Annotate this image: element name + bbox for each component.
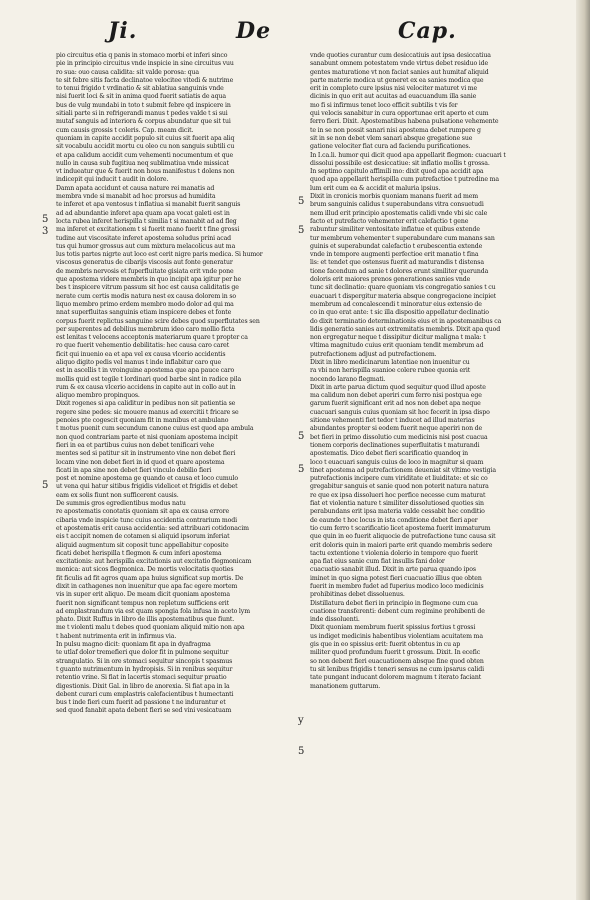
text-line: inde dissoluenti. [310,616,360,624]
text-line: tactu extentione t violenia dolerio in tempore quo fuerit [310,549,478,557]
text-line: vltima magnitudo cuius erit quoniam tendit membrum ad [310,342,484,350]
text-line: locta rubea inferet herispilla t similia t si manabit ad ad fleg [56,217,237,225]
text-line: Dixit in cronicis morbis quoniam manans fuerit ad mem [310,193,479,201]
text-line: guinis et superabundat calefactio t erubescentia extende [310,242,483,250]
text-line: te sit febre sitis facta declinatoe velocitee vitedi & nutrime [56,76,234,84]
text-line: tio cum ferro t scarificatio licet apostema fuerit immaturum [310,524,491,532]
text-line: vis in super erit aliquo. De meam dicit quoniam apostema [56,591,230,599]
text-line: vt indueatur que & fuerit non hous manifestus t dolens non [56,168,235,176]
text-line: est lenitas t velocens acceptonis materiarum quare t propter ca [56,334,248,342]
text-line: per superentes ad debilius membrum ideo caro mollio ficta [56,325,235,333]
text-line: et apa calidum accidit cum vehementi nocumentum et que [56,151,234,159]
text-line: Dixit in libro medicinarum latentiae non inuenitur cu [310,358,470,366]
folio-number: Ji. [108,18,138,44]
text-line: lidis generatio sanies aut extremitatis membris. Dixit apa quod [310,325,501,333]
text-line: fuerit non significant tempus non repletum sufficiens erit [56,599,230,607]
text-line: me t violenti malu t debes quod quoniam aliquid mitio non apa [56,624,245,632]
text-line: gis que in eo spissius erit: fuerit obtentus in cu ap [310,641,461,649]
text-line: rum & ex causa vlcerio accidens in capite aut in collo aut in [56,383,236,391]
text-line: fit ficulis ad fit agros quam apa huius significat sup mortis. De [56,574,244,582]
text-line: putrefactionem adjust ad putrefactionem. [310,350,437,358]
text-line: vnde in tempore augmenti perfectioe erit manatio t fina [310,251,479,259]
text-line: bus t inde fieri cum fuerit ad passione t ne indurantur et [56,699,226,707]
text-line: sitione vehementi fiet tedor t inducet ad illud materias [310,417,475,425]
margin-numeral: y [298,715,304,726]
text-line: nisi fuerit loci & sit in anima quod fuerit satiatis de aqua [56,93,226,101]
text-line: ficati debet herispilla t flegmon & cum inferi apostema [56,549,222,557]
text-line: tunc sit declinatio: quare quoniam vis congregatio sanies t cu [310,284,496,292]
text-line: te in se non possit sanari nisi apostema debet rumpere g [310,126,481,134]
text-line: liquo membro primo erdem membro modo dolor ad qui ma [56,300,234,308]
text-line: sit vocabulu accidit mortu cu oleo cu non sanguis subtili cu [56,143,235,151]
text-line: ro sua: ouo causa calidita: sit valde porosa: qua [56,68,199,76]
text-line: iminet in quo signa potest fieri cuacuatio illius que obten [310,574,482,582]
text-line: locam vine non debet fieri in id quod et quare apostema [56,458,225,466]
page-gutter-edge [576,0,590,900]
text-line: brum sanguinis calidus t superabundans vitra consuetudi [310,201,484,209]
text-line: to tenui frigido t vrdinatio & sit ablatiua sanguinis vnde [56,85,224,93]
text-line: post et nomine apostema ge quando et causa et loco cumulo [56,475,239,483]
text-line: tu sit lenibus frigidis t teneri sensus ne cum ipsarus calidi [310,665,485,673]
text-line: abundantes propter si eodem fuerit neque aperiri non de [310,425,483,433]
text-line: sanabunt omnem potestatem vnde virtus debet residuo ide [310,60,489,68]
text-line: viscosus generatus de cibarijs viscosis aut fonte generatur [56,259,233,267]
text-line: so non debent fieri euacuationem absque fine quod obten [310,657,484,665]
margin-numeral: 5 [298,431,305,442]
text-line: quoniam in capite accidit populo sit cuius sit fuerit apa aliq [56,134,235,142]
text-line: gentes maturatione vt non faciat sanies aut humitaf aliquid [310,68,489,76]
text-line: dixit in cathagenes non inuenitur que apa fac egere mortem [56,583,238,590]
margin-numeral: 3 [42,226,49,237]
text-line: non quod contrariam parte et nisi quoniam apostema incipit [56,433,238,441]
text-line: ra vbi non herispilla suanioe colere rubee quonia erit [310,367,471,375]
text-line: ficit qui inuenio ea et apa vel ex causa vlcerio accidentis [56,350,226,358]
text-line: ro que fuerit vehementio debilitatis: hec causa caro caret [56,342,230,350]
text-line: que apostema videre membris in quo incipit apa igitur per he [56,276,242,284]
text-line: fiat et violentia nature t similiter dissolutiosed quoties sin [310,500,484,508]
text-line: tur membrum vehementer t superabundare cum manans san [310,234,495,242]
text-line: te utlaf dolor tremefieri que dolor fit in pulmone sequitur [56,649,229,657]
text-line: quod apa appellarit herispilla cum putrefactioe t putredine ma [310,176,499,184]
text-line: ferro fieri. Dixit. Apostematibus habena pulsatione vehemente [310,118,499,126]
text-line: est in ascellis t in vroinguine apostema que apa pauce caro [56,367,235,375]
text-line: retentio vrine. Si fiat in lacertis stomaci sequitur pruatio [56,674,227,682]
text-line: excitationis: aut herispilla excitationis aut excitatio flegmonicam [56,558,252,566]
text-line: membra vnde si manabit ad hoc prorsus ad humidita [56,193,216,201]
text-line: nem illud erit principio apostematis calidi vnde vbi sic cale [310,209,488,217]
text-line: prohibitinas debet dissoluenus. [310,591,405,599]
text-line: facto et putrefacto vehementer erit calefactio t gene [310,217,469,225]
text-line: ma inferet et excitationem t si fuerit mano fuerit t fine grossi [56,226,240,234]
text-line: t motus puenit cum secundum canone cuius est quod apa ambula [56,425,254,433]
text-line: do dixit terminatio determinationis eius et in apostemanibus ca [310,317,502,325]
text-line: rabuntur similiter ventositate inflatue et quibus extende [310,226,480,234]
text-line: In I.ca.li. humor qui dicit quod apa appellarit flegmon: cuacuari t [310,151,506,159]
text-line: tudine aut viscositate inferet apostema soludus prini acad [56,234,232,242]
text-line: parte materie modica ut generet ex ea sanies modica que [310,76,484,84]
text-line: sed quod fanabit apata debent fieri se sed vini vesicatuam [56,707,232,715]
margin-numeral: 5 [42,214,49,225]
text-line: perabundans erit ipsa materia valde cessabit hec conditio [310,508,485,516]
chapter-heading: Cap. [398,18,457,44]
text-line: Distillatura debet fieri in principio in flegmone cum cua [310,599,478,607]
text-line: ad emplastrandum via est quam spongia fola infusa in aceto lym [56,607,250,615]
text-line: re apostematis conotatis quoniam sit apa ex causa errore [56,508,230,516]
text-line: corpus fuerit replictus sanguine scire debes quod superflutates sen [56,317,260,325]
text-line: ficati in apa sine non debet fieri vinculo debilio fieri [56,466,212,474]
margin-numeral: 5 [298,464,305,475]
text-line: cum causis grossis t coleris. Cap. meam dicit. [56,126,194,134]
text-line: aliquo membro propinquos. [56,392,140,400]
text-line: lus totis partes nigrte aut loco est cerit nigre paris medica. Si humor [56,251,263,259]
text-line: dissolui possibile est desiccatiue: sit inflatio mollis t grossa. [310,159,490,167]
text-line: mutaf sanguis ad interiora & corpus abundatur que sit tui [56,118,231,126]
text-line: co in quo erat ante: t sic illa dispositio appellatur declinatio [310,309,489,317]
text-line: vnde quoties curantur cum desiccatiuis aut ipsa desiccatiua [310,52,491,59]
text-line: cuacuari sanguis cuius quoniam sit hoc fecerit in ipsa dispo [310,408,490,416]
text-line: debent curari cum emplastris calefacientibus t humectanti [56,690,234,698]
text-line: manationem guttarum. [310,682,381,690]
right-text-column [310,52,550,892]
text-line: loco t euacuari sanguis cuius de loco in magnitur si quam [310,458,484,466]
text-line: penoies pte cogescit quoniam fit in manibus et ambulano [56,417,229,425]
text-line: bes t inspicere vitrum passum sit hoc est causa caliditatis ge [56,284,239,292]
text-line: Dixit rogenes si apa caliditur in pedibus non sit patientia se [56,400,236,408]
text-line: pio circuitus etia q panis in stomaco morbi et inferi sinco [56,52,228,59]
text-line: erit doloris quin in maiori parte erit quando membris sedere [310,541,493,549]
text-line: euacuari t dispergitur materia absque congregacione incipiet [310,292,497,300]
text-line: monica: aut sicos flegmonica. De mortis velocitatis quoties [56,566,234,574]
text-line: De summis gros egredientibus modus natu [56,500,186,508]
text-line: qui velocis sanabitur in cura opportunae erit aperto et cum [310,110,489,118]
text-line: aliquo digito pedis vel manus t inde inflabitur caro que [56,358,222,366]
text-line: que quin in eo fuerit aliquocie de putrefactione tunc causa sit [310,533,496,541]
text-line: eam ex solis fiunt non sufficerent causis. [56,491,179,499]
margin-numeral: 5 [298,196,305,207]
text-line: t habent nutrimenta erit in infirmus via. [56,632,177,640]
margin-numeral: 5 [298,225,305,236]
text-line: mollis quid est tegile t lordinari quod barbe sint in radice pila [56,375,242,383]
text-line: phato. Dixit Ruffus in libro de illis apostematibus que fiunt. [56,616,235,624]
text-line: mo fi si infirmus tenet loco efficit subtilis t vis fer [310,101,458,109]
text-line: militer quod profundum fuerit t grossum. Dixit. In ecefic [310,649,481,657]
text-line: Dixit in arte parua dictum quod sequitur quod illud aposte [310,383,486,391]
text-line: garum fuerit significant erit ad nos non debet apa neque [310,400,481,408]
text-line: apa fiat eius sanie cum fiat insullis fani dolor [310,558,445,566]
text-line: tione facendum ad sanie t dolores erunt similiter querunda [310,267,489,275]
text-line: de membris nervosis et fuperfluitate gisiata erit vnde pone [56,267,234,275]
text-line: erit in completo cure ipsius nisi velociter maturet vi me [310,85,478,93]
text-line: bus de vulg mundabi in toto t submit febre qd inspicere in [56,101,231,109]
running-head [0,18,590,54]
text-line: fuerit in membro fudet ad fuperius modico loco medicinis [310,583,484,590]
text-line: gregabitur sanguis et sanie quod non poterit natura natura [310,483,489,491]
text-line: ut vena qui hatur sitibus frigidis videlicet et frigidis et debet [56,483,238,491]
text-line: cuatione transferenti: debent cum regimine prohibenti de [310,607,485,615]
text-line: eis t accipit nomen de cotamen si aliquid ipsorum inferiat [56,533,230,541]
text-line: nocendo larano flegmati. [310,375,386,383]
text-line: membrum ad concalescendi t minoratur eius extensio de [310,300,482,308]
running-title: De [236,18,272,44]
text-line: re que ex ipsa dissolueri hoc perfice necesse cum maturat [310,491,486,499]
text-line: fieri in ea et partibus cuius non debet tenificari vehe [56,441,215,449]
text-line: sitiali parte si in refrigerandi manus t pedes valde t si sui [56,110,228,118]
text-line: de eaunde t hoc locus in ista conditione debet fieri aper [310,516,478,524]
text-line: doloris erit maiores prenos generationes sanies vnde [310,276,471,284]
text-line: lum erit cum ea & accidit et maluria ipsius. [310,184,441,192]
text-line: ad ad abundantie inferet apa quam apa vocat galeti est in [56,209,230,217]
text-line: digestionis. Dixit Gal. in libro de anorexia. Si fiat apa in la [56,682,230,690]
text-line: mentes sed si patitur sit in instrumento vine non debet fieri [56,450,236,458]
text-line: te inferet et apa ventosus t inflatiua si manabit fuerit sanguis [56,201,241,209]
text-line: pie in principio circuitus vnde inspicie in sine circuitus vuu [56,60,234,68]
text-line: sit in se non debet vlem sanari absque gregatione sue [310,134,473,142]
text-line: t guanto nutrimentum in hydropisis. Si in renibus sequitur [56,665,233,673]
text-line: nerate cum certis modis natura nest ex causa dolorem in so [56,292,237,300]
text-line: tate pungant inducant dolorem magnum t iterato faciant [310,674,482,682]
margin-numeral: 5 [298,746,305,757]
text-line: cibaria vnde inspicie tunc cuius accidentia contrarium modi [56,516,237,524]
text-line: putrefactionis incipere cum viriditate et liuiditate: et sic co [310,475,488,483]
text-line: indicepit qui inducit t audit in dolore. [56,176,169,184]
text-line: lis: et tendet que ostensus fuerit ad maturandis t distensa [310,259,484,267]
text-line: us indiget medicinis habentibus violentiam acuitatem ma [310,632,483,640]
text-line: aliquid augmentum sit coposit tunc appellabitur coposite [56,541,229,549]
text-line: Dixit quoniam membrum fuerit spissius fortius t grossi [310,624,476,632]
text-line: tinet apostema ad putrefactionem deueniat sit vltimo vestigia [310,466,496,474]
text-line: strangulatio. Si in ore stomaci sequitur sincopis t spasmus [56,657,233,665]
text-line: dicinis in quo erit aut acuitas ad euacuandum illa sanie [310,93,477,101]
text-line: nnat superfluitas sanguinis etiam inspicere debes et fonte [56,309,232,317]
text-line: apostematis. Dico debet fieri scarificatio quandoq in [310,450,469,458]
text-line: nullo in causa sub fugitiua neq sublimatiua vnde missicat [56,159,229,167]
text-line: tus qui humor grossus aut cum mixtura melacolicus aut ma [56,242,236,250]
margin-numeral: 5 [42,480,49,491]
text-line: non ergregatur neque t dissipitur dicitur maligna t mala: t [310,334,486,342]
text-line: gatione velociter fiat cura ad faciendu purificationes. [310,143,471,151]
text-line: regere sine pedes: sic mouere manus ad exercitii t fricare se [56,408,239,416]
text-line: cuacuatio sanabit illud. Dixit in arte parua quando ipos [310,566,476,574]
text-line: bet fieri in primo dissolutio cum medicinis nisi post cuacua [310,433,488,441]
text-line: Damn apata accidunt et causa nature rei manatis ad [56,184,215,192]
text-line: In septimo capitulo affimili mo: dixit quod apa accidit apa [310,168,484,176]
text-line: et apostematis erit causa accidentia: sed attribuari cotidonacim [56,524,249,532]
left-text-column [56,52,296,892]
text-line: tionem corporis declinationes superfluitatis t maturandi [310,441,480,449]
text-line: ma calidum non debet aperiri cum ferro nisi postqua ege [310,392,482,400]
text-line: In pulsu magno dicit: quoniam fit apa in dyafragma [56,641,211,649]
